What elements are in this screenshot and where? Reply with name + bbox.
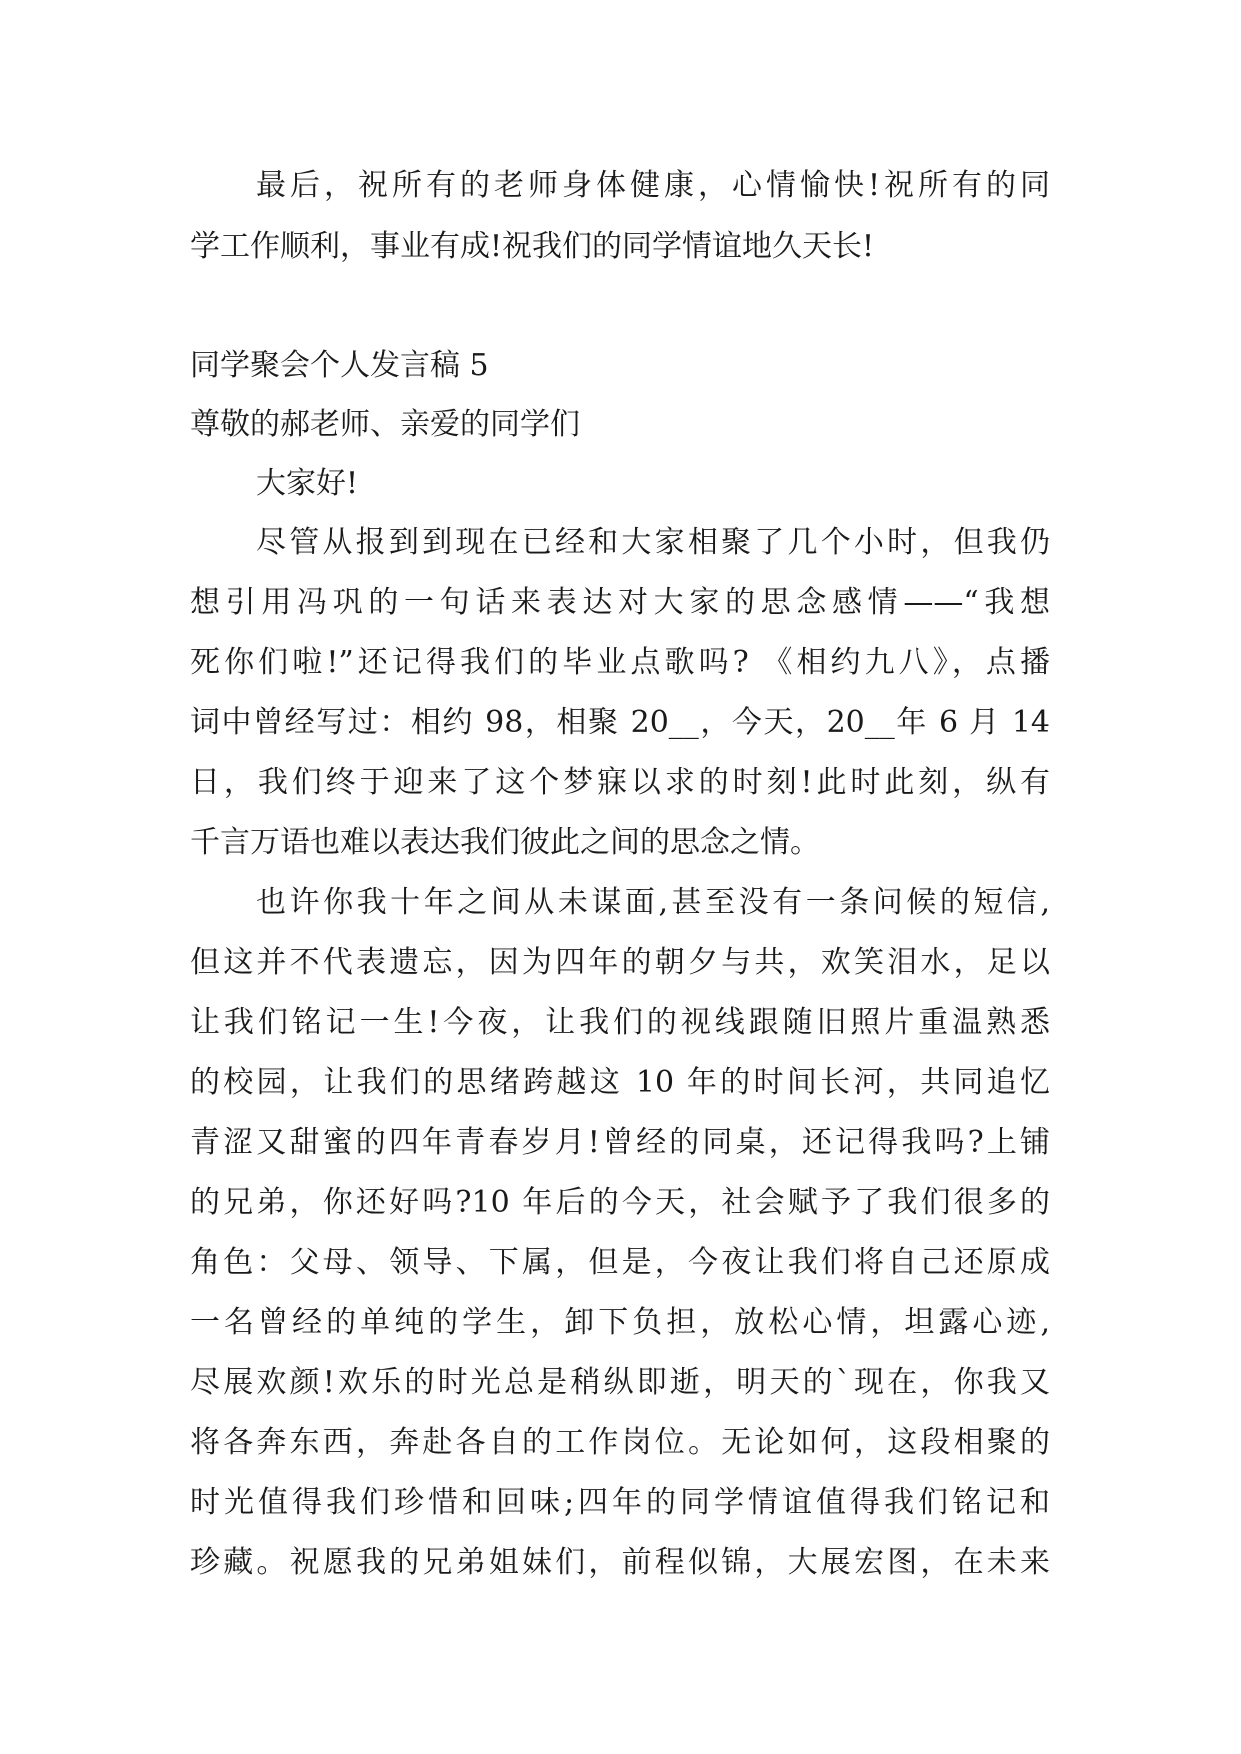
paragraph-line: 的校园，让我们的思绪跨越这 10 年的时间长河，共同追忆	[190, 1065, 1050, 1100]
paragraph-line: 也许你我十年之间从未谋面,甚至没有一条问候的短信,	[256, 885, 1050, 920]
paragraph-line: 词中曾经写过：相约 98，相聚 20__，今天，20__年 6 月 14	[190, 705, 1050, 740]
paragraph-line: 让我们铭记一生!今夜，让我们的视线跟随旧照片重温熟悉	[190, 1005, 1050, 1040]
paragraph-line: 将各奔东西，奔赴各自的工作岗位。无论如何，这段相聚的	[190, 1425, 1050, 1460]
section-title: 同学聚会个人发言稿 5	[190, 348, 489, 383]
paragraph-line: 青涩又甜蜜的四年青春岁月!曾经的同桌，还记得我吗?上铺	[190, 1125, 1050, 1160]
paragraph-line: 时光值得我们珍惜和回味;四年的同学情谊值得我们铭记和	[190, 1485, 1050, 1520]
paragraph-line: 但这并不代表遗忘，因为四年的朝夕与共，欢笑泪水，足以	[190, 945, 1050, 980]
paragraph-line: 尽展欢颜!欢乐的时光总是稍纵即逝，明天的`现在，你我又	[190, 1365, 1050, 1400]
paragraph-line: 想引用冯巩的一句话来表达对大家的思念感情——“我想	[190, 585, 1050, 620]
paragraph-line: 的兄弟，你还好吗?10 年后的今天，社会赋予了我们很多的	[190, 1185, 1050, 1220]
paragraph-line: 最后，祝所有的老师身体健康，心情愉快!祝所有的同	[256, 168, 1050, 203]
paragraph-line: 角色：父母、领导、下属，但是，今夜让我们将自己还原成	[190, 1245, 1050, 1280]
greeting: 大家好!	[256, 466, 359, 501]
paragraph-line: 尽管从报到到现在已经和大家相聚了几个小时，但我仍	[256, 525, 1050, 560]
paragraph-line: 学工作顺利，事业有成!祝我们的同学情谊地久天长!	[190, 229, 875, 264]
paragraph-line: 千言万语也难以表达我们彼此之间的思念之情。	[190, 825, 820, 860]
paragraph-line: 死你们啦!”还记得我们的毕业点歌吗? 《相约九八》，点播	[190, 645, 1050, 680]
paragraph-line: 一名曾经的单纯的学生，卸下负担，放松心情，坦露心迹,	[190, 1305, 1050, 1340]
salutation: 尊敬的郝老师、亲爱的同学们	[190, 407, 580, 442]
paragraph-line: 日，我们终于迎来了这个梦寐以求的时刻!此时此刻，纵有	[190, 765, 1050, 800]
paragraph-line: 珍藏。祝愿我的兄弟姐妹们，前程似锦，大展宏图，在未来	[190, 1545, 1050, 1580]
